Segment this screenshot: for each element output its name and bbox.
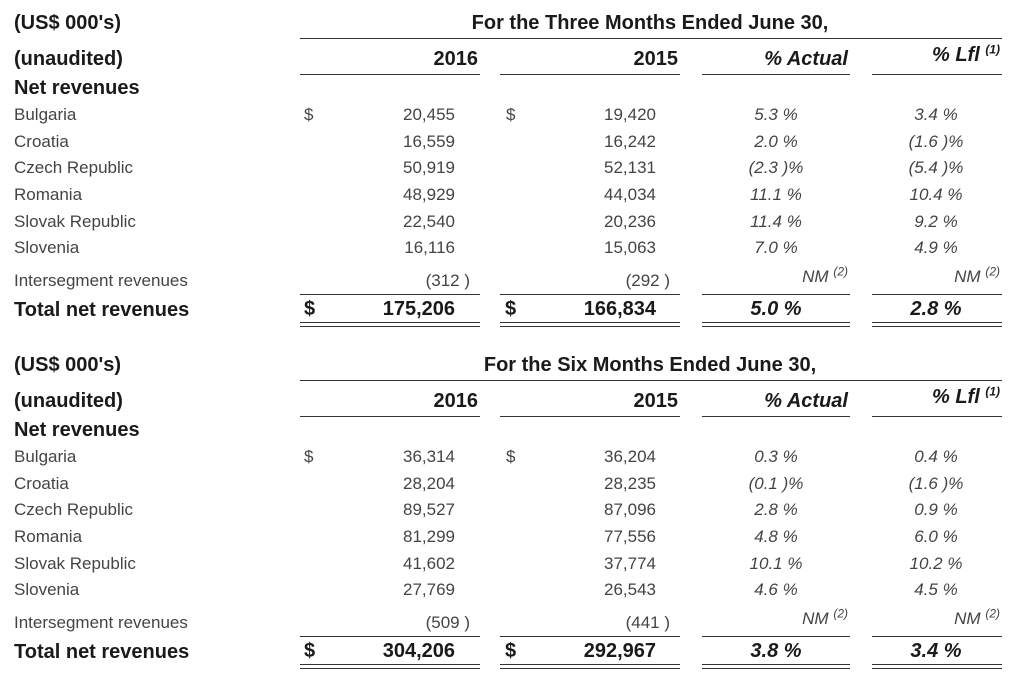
pct-actual: 2.0 % [754,132,798,151]
total-double-rule-lfl [872,322,1002,327]
pct-actual: (2.3 )% [748,158,804,177]
total-top-rule-actual [702,294,850,295]
currency-symbol: $ [506,105,516,124]
total-currency-symbol: $ [505,298,517,320]
row-label: Czech Republic [14,500,134,519]
intersegment-lfl-text: NM [954,609,981,628]
pct-actual: 7.0 % [754,238,798,257]
col-header-lfl [870,384,1000,408]
value-2016: 27,769 [403,580,455,599]
total-double-rule-lfl [872,664,1002,669]
intersegment-2015: (441 ) [625,613,670,632]
row-label: Romania [14,185,83,204]
col-rule-2016 [300,74,480,75]
col-header-lfl-footnote: (1) [985,384,1000,399]
three-months-table [0,0,1020,330]
value-2016: 48,929 [403,185,455,204]
pct-actual: 11.4 % [750,212,802,231]
row-label: Romania [14,527,83,546]
total-lfl: 3.4 % [910,640,962,662]
total-double-rule-actual [702,664,850,669]
row-label: Slovak Republic [14,554,136,573]
value-2016: 50,919 [403,158,455,177]
pct-actual: (0.1 )% [748,474,804,493]
col-header-lfl-text: % Lfl [931,386,980,408]
value-2015: 44,034 [604,185,656,204]
intersegment-2016: (509 ) [425,613,470,632]
intersegment-2015: (292 ) [625,271,670,290]
intersegment-actual [700,264,848,286]
row-label: Slovak Republic [14,212,136,231]
unaudited-label: (unaudited) [14,48,123,70]
col-rule-lfl [872,74,1002,75]
col-header-lfl-text: % Lfl [931,44,980,66]
intersegment-lfl [870,606,1000,628]
value-2015: 15,063 [604,238,656,257]
group-label: Net revenues [14,419,140,441]
period-title-rule [300,380,1002,381]
total-currency-symbol: $ [505,640,517,662]
value-2015: 87,096 [604,500,656,519]
currency-symbol: $ [304,105,314,124]
col-rule-2015 [500,74,680,75]
value-2015: 16,242 [604,132,656,151]
row-label: Croatia [14,474,69,493]
total-top-rule-2016 [300,294,480,295]
total-2016: 175,206 [382,298,455,320]
value-2015: 26,543 [604,580,656,599]
pct-lfl: 10.2 % [909,554,963,573]
col-header-2016: 2016 [433,390,478,412]
pct-lfl: 3.4 % [914,105,958,124]
pct-lfl: 0.9 % [914,500,958,519]
value-2015: 77,556 [604,527,656,546]
pct-actual: 4.8 % [754,527,798,546]
total-top-rule-lfl [872,294,1002,295]
pct-actual: 0.3 % [754,447,798,466]
total-double-rule-actual [702,322,850,327]
col-header-lfl [870,42,1000,66]
value-2016: 41,602 [403,554,455,573]
pct-lfl: (1.6 )% [908,474,964,493]
group-label: Net revenues [14,77,140,99]
unit-label: (US$ 000's) [14,12,122,34]
row-label: Bulgaria [14,105,77,124]
total-2016: 304,206 [382,640,455,662]
unit-label: (US$ 000's) [14,354,122,376]
value-2015: 20,236 [604,212,656,231]
value-2015: 19,420 [604,105,656,124]
value-2016: 22,540 [403,212,455,231]
total-top-rule-2015 [500,294,680,295]
pct-lfl: 10.4 % [909,185,963,204]
intersegment-label: Intersegment revenues [14,613,188,632]
intersegment-lfl-text: NM [954,267,981,286]
pct-lfl: (5.4 )% [908,158,964,177]
value-2016: 28,204 [403,474,455,493]
currency-symbol: $ [506,447,516,466]
intersegment-actual-footnote: (2) [833,264,848,279]
row-label: Slovenia [14,580,80,599]
total-currency-symbol: $ [304,640,316,662]
total-double-rule-2015 [500,322,680,327]
period-title: For the Three Months Ended June 30, [471,12,829,34]
intersegment-lfl-footnote: (2) [985,606,1000,621]
col-rule-actual [702,416,850,417]
total-top-rule-lfl [872,636,1002,637]
value-2015: 28,235 [604,474,656,493]
row-label: Slovenia [14,238,80,257]
value-2015: 52,131 [604,158,656,177]
col-header-lfl-footnote: (1) [985,42,1000,57]
period-title-rule [300,38,1002,39]
value-2016: 20,455 [403,105,455,124]
pct-actual: 11.1 % [750,185,802,204]
row-label: Croatia [14,132,69,151]
pct-lfl: 4.9 % [914,238,958,257]
intersegment-actual-text: NM [802,609,829,628]
col-header-2016: 2016 [433,48,478,70]
total-label: Total net revenues [14,641,190,663]
pct-lfl: 9.2 % [914,212,958,231]
period-title: For the Six Months Ended June 30, [483,354,817,376]
total-2015: 292,967 [583,640,656,662]
intersegment-label: Intersegment revenues [14,271,188,290]
col-header-actual: % Actual [764,390,848,412]
pct-lfl: 4.5 % [914,580,958,599]
intersegment-lfl [870,264,1000,286]
row-label: Czech Republic [14,158,134,177]
total-lfl: 2.8 % [910,298,962,320]
col-rule-2016 [300,416,480,417]
intersegment-lfl-footnote: (2) [985,264,1000,279]
value-2016: 16,559 [403,132,455,151]
total-top-rule-2015 [500,636,680,637]
total-top-rule-actual [702,636,850,637]
pct-lfl: (1.6 )% [908,132,964,151]
col-rule-2015 [500,416,680,417]
intersegment-actual-footnote: (2) [833,606,848,621]
col-header-actual: % Actual [764,48,848,70]
total-top-rule-2016 [300,636,480,637]
total-double-rule-2016 [300,322,480,327]
pct-actual: 5.3 % [754,105,798,124]
pct-actual: 2.8 % [754,500,798,519]
pct-actual: 4.6 % [754,580,798,599]
intersegment-actual-text: NM [802,267,829,286]
pct-actual: 10.1 % [749,554,803,573]
intersegment-actual [700,606,848,628]
total-actual: 3.8 % [750,640,802,662]
value-2016: 89,527 [403,500,455,519]
col-header-2015: 2015 [633,48,678,70]
value-2016: 16,116 [404,238,455,257]
col-rule-actual [702,74,850,75]
intersegment-2016: (312 ) [425,271,470,290]
total-currency-symbol: $ [304,298,316,320]
six-months-table [0,342,1020,672]
currency-symbol: $ [304,447,314,466]
total-double-rule-2016 [300,664,480,669]
col-rule-lfl [872,416,1002,417]
total-actual: 5.0 % [750,298,802,320]
pct-lfl: 6.0 % [914,527,958,546]
value-2015: 37,774 [604,554,656,573]
total-double-rule-2015 [500,664,680,669]
total-label: Total net revenues [14,299,190,321]
value-2016: 81,299 [403,527,455,546]
unaudited-label: (unaudited) [14,390,123,412]
pct-lfl: 0.4 % [914,447,958,466]
row-label: Bulgaria [14,447,77,466]
value-2016: 36,314 [403,447,455,466]
col-header-2015: 2015 [633,390,678,412]
total-2015: 166,834 [583,298,656,320]
value-2015: 36,204 [604,447,656,466]
